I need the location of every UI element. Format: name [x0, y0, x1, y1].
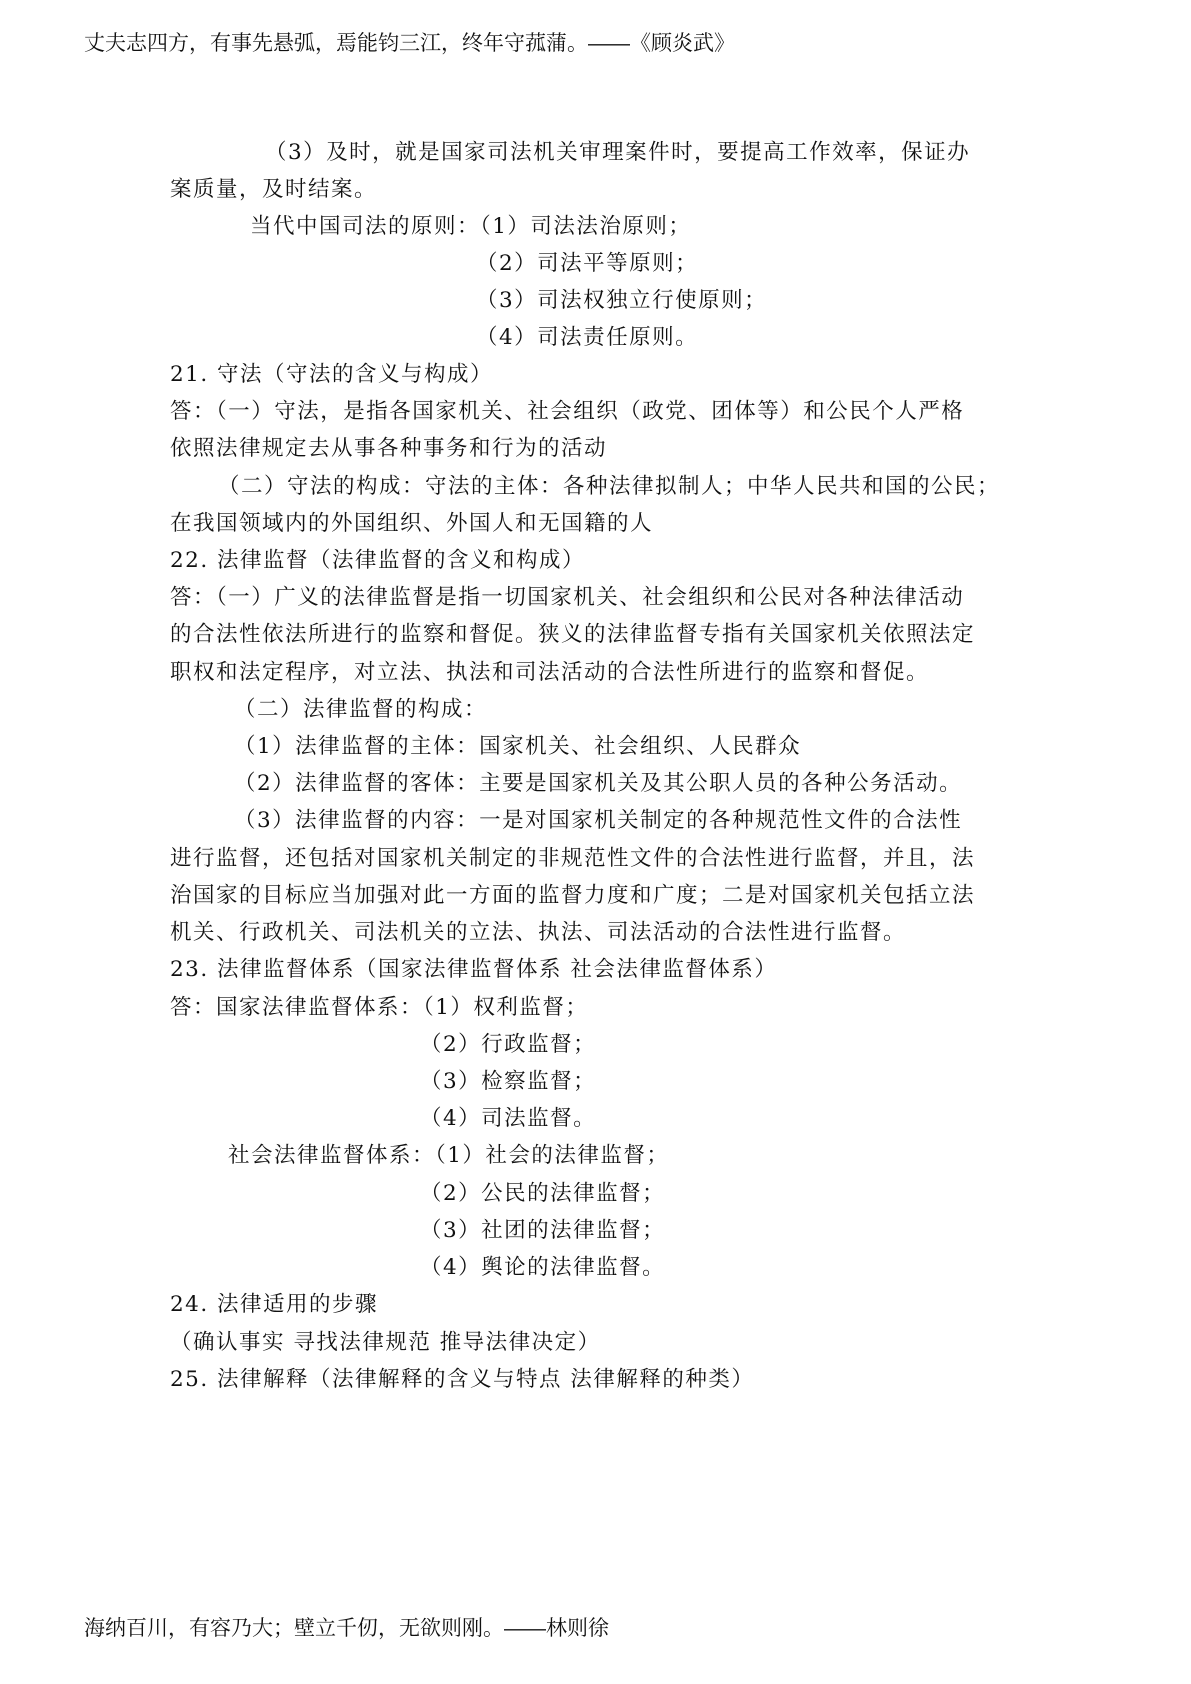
text-line: 依照法律规定去从事各种事务和行为的活动 [170, 436, 608, 461]
text-line: （3）社团的法律监督； [420, 1218, 666, 1243]
text-line: 当代中国司法的原则：（1）司法法治原则； [250, 214, 692, 239]
text-line: （确认事实 寻找法律规范 推导法律决定） [170, 1330, 601, 1355]
section-heading: 24. 法律适用的步骤 [170, 1292, 379, 1317]
text-line: 进行监督，还包括对国家机关制定的非规范性文件的合法性进行监督，并且，法 [170, 846, 976, 871]
text-line: （2）公民的法律监督； [420, 1181, 666, 1206]
text-line: 在我国领域内的外国组织、外国人和无国籍的人 [170, 511, 654, 536]
text-line: （4）舆论的法律监督。 [420, 1255, 666, 1280]
footer-quote: 海纳百川，有容乃大；壁立千仞，无欲则刚。——林则徐 [84, 1617, 609, 1640]
text-line: （4）司法监督。 [420, 1106, 597, 1131]
text-line: （2）法律监督的客体：主要是国家机关及其公职人员的各种公务活动。 [234, 771, 963, 796]
text-line: （4）司法责任原则。 [476, 325, 699, 350]
text-line: 案质量，及时结案。 [170, 177, 378, 202]
section-heading: 21. 守法（守法的含义与构成） [170, 362, 494, 387]
text-line: 社会法律监督体系：（1）社会的法律监督； [228, 1143, 670, 1168]
text-line: （3）司法权独立行使原则； [476, 288, 768, 313]
text-line: （2）司法平等原则； [476, 251, 699, 276]
text-line: 的合法性依法所进行的监察和督促。狭义的法律监督专指有关国家机关依照法定 [170, 622, 976, 647]
text-line: （3）法律监督的内容：一是对国家机关制定的各种规范性文件的合法性 [234, 808, 963, 833]
text-line: （二）守法的构成：守法的主体：各种法律拟制人；中华人民共和国的公民； [218, 474, 1001, 499]
text-line: （二）法律监督的构成： [234, 697, 488, 722]
text-line: （3）检察监督； [420, 1069, 597, 1094]
text-line: （3）及时，就是国家司法机关审理案件时，要提高工作效率，保证办 [265, 140, 971, 165]
text-line: （2）行政监督； [420, 1032, 597, 1057]
section-heading: 23. 法律监督体系（国家法律监督体系 社会法律监督体系） [170, 957, 778, 982]
header-quote: 丈夫志四方，有事先悬弧，焉能钧三江，终年守菰蒲。——《顾炎武》 [84, 32, 735, 55]
section-heading: 22. 法律监督（法律监督的含义和构成） [170, 548, 586, 573]
text-line: 答：（一）广义的法律监督是指一切国家机关、社会组织和公民对各种法律活动 [170, 585, 965, 610]
section-heading: 25. 法律解释（法律解释的含义与特点 法律解释的种类） [170, 1367, 755, 1392]
text-line: 答：国家法律监督体系：（1）权利监督； [170, 995, 589, 1020]
text-line: 答：（一）守法，是指各国家机关、社会组织（政党、团体等）和公民个人严格 [170, 399, 965, 424]
text-line: 机关、行政机关、司法机关的立法、执法、司法活动的合法性进行监督。 [170, 920, 907, 945]
text-line: （1）法律监督的主体：国家机关、社会组织、人民群众 [234, 734, 802, 759]
text-line: 职权和法定程序，对立法、执法和司法活动的合法性所进行的监察和督促。 [170, 660, 930, 685]
text-line: 治国家的目标应当加强对此一方面的监督力度和广度；二是对国家机关包括立法 [170, 883, 976, 908]
